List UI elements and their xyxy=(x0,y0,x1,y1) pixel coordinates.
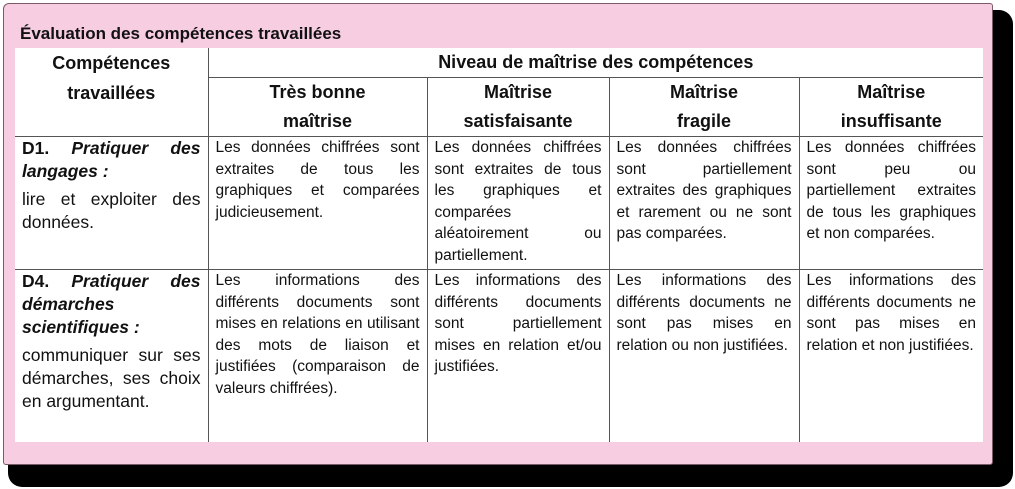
competence-code: D1. xyxy=(22,138,50,158)
cell-d4-insuffisante: Les informations des différents documents ne sont pas mises en relation et non justifiées. xyxy=(799,270,983,443)
header-level-tres-bonne: Très bonne maîtrise xyxy=(208,78,427,137)
cell-d1-satisfaisante: Les données chiffrées sont extraites de tous les graphiques et comparées aléatoirement ou partiellement. xyxy=(427,137,609,270)
competence-code: D4. xyxy=(22,271,50,291)
table-row xyxy=(15,137,983,270)
competence-title: Pratiquer des démarches scientifiques : xyxy=(22,271,201,337)
table-header-row-group xyxy=(15,48,983,78)
table-row xyxy=(15,270,983,443)
header-level-satisfaisante: Maîtrise satisfaisante xyxy=(427,78,609,137)
cell-d4-tres-bonne: Les informations des différents documents sont mises en relations en utilisant des mots de liaison et justifiées (comparaison de valeurs chiffrées). xyxy=(208,270,427,443)
cell-d1-fragile: Les données chiffrées sont partiellement extraites des graphiques et rarement ou ne sont pas comparées. xyxy=(609,137,799,270)
competence-cell-d4 xyxy=(15,270,208,443)
cell-d4-fragile: Les informations des différents documents ne sont pas mises en relation ou non justifiées. xyxy=(609,270,799,443)
cell-d4-satisfaisante: Les informations des différents documents sont partiellement mises en relation et/ou justifiées. xyxy=(427,270,609,443)
frame-title: Évaluation des compétences travaillées xyxy=(20,24,342,43)
competence-description: lire et exploiter des données. xyxy=(22,189,201,232)
cell-d1-tres-bonne: Les données chiffrées sont extraites de tous les graphiques et comparées judicieusement. xyxy=(208,137,427,270)
header-niveau-maitrise: Niveau de maîtrise des compétences xyxy=(208,48,983,78)
header-level-fragile: Maîtrise fragile xyxy=(609,78,799,137)
competence-title: Pratiquer des langages : xyxy=(22,138,201,181)
cell-d1-insuffisante: Les données chiffrées sont peu ou partiellement extraites de tous les graphiques et non comparées. xyxy=(799,137,983,270)
competence-description: communiquer sur ses démarches, ses choix en argumentant. xyxy=(22,345,201,411)
header-competences: Compétences travaillées xyxy=(15,48,208,137)
header-level-insuffisante: Maîtrise insuffisante xyxy=(799,78,983,137)
competences-table xyxy=(15,48,983,442)
competence-cell-d1 xyxy=(15,137,208,270)
